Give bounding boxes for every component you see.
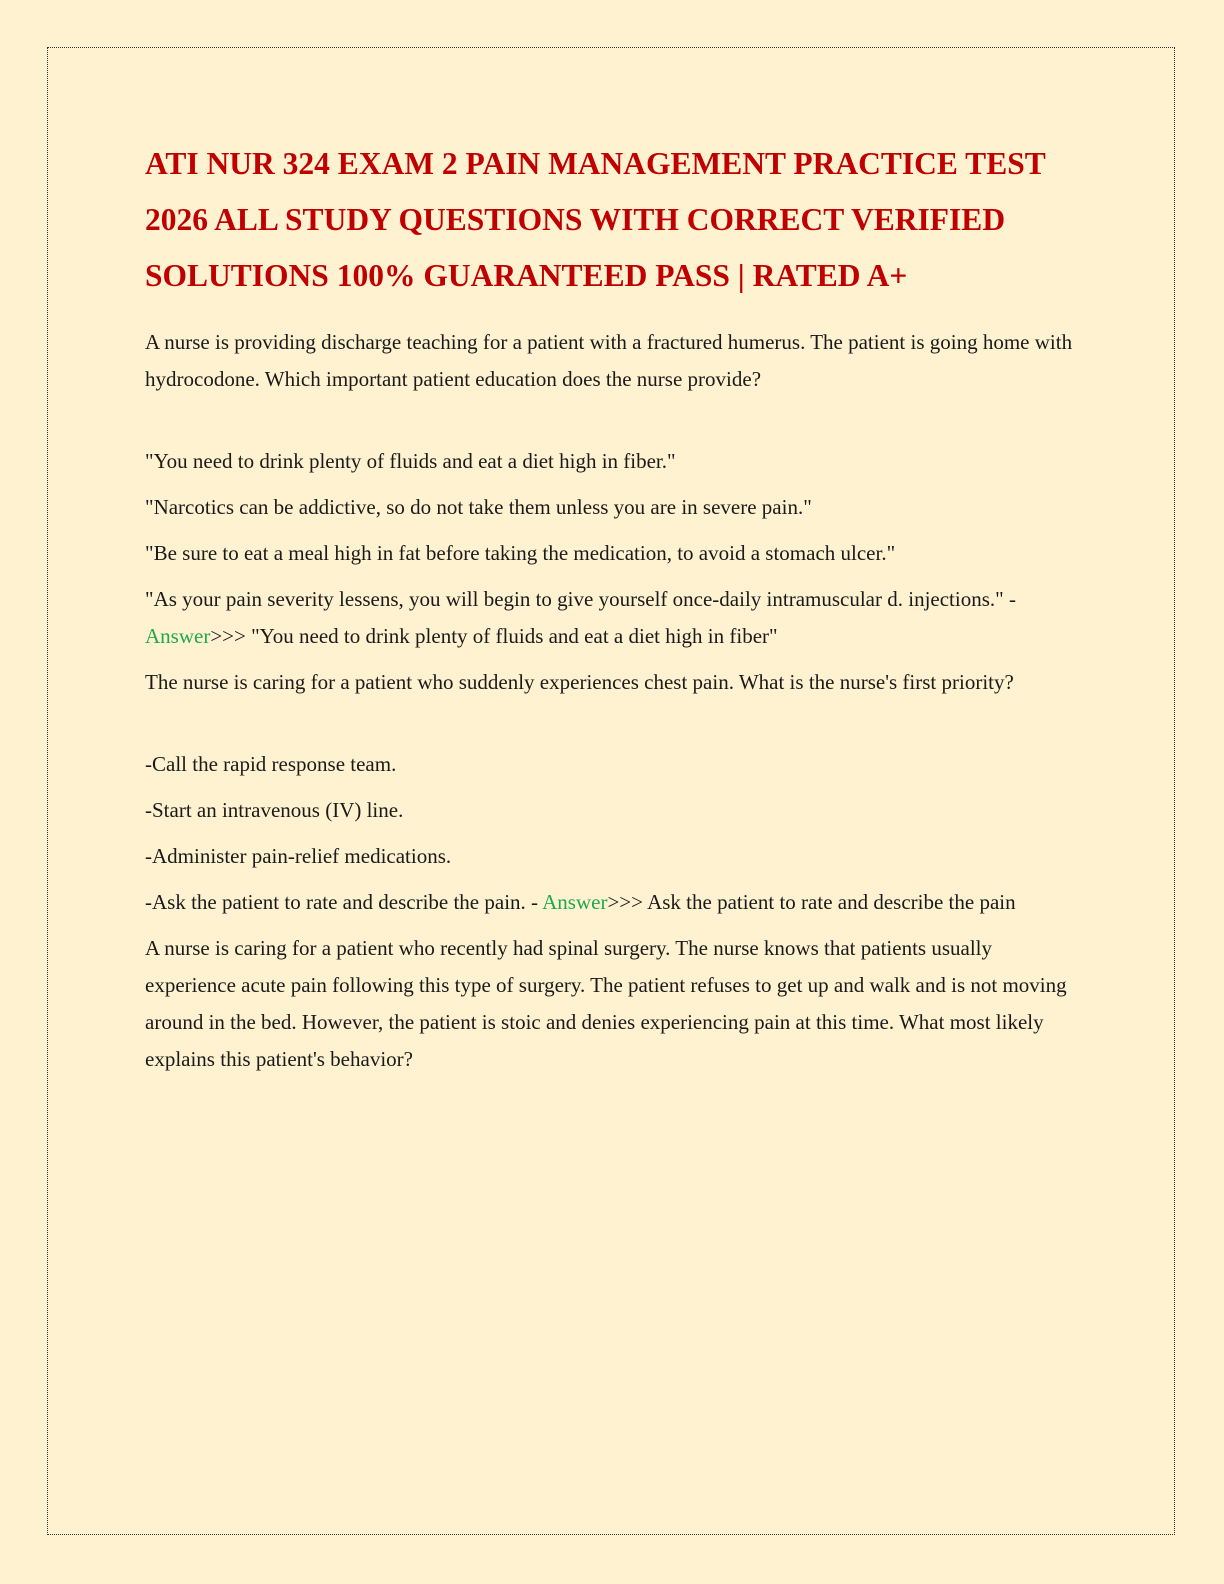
q1-option-1: "You need to drink plenty of fluids and eat a diet high in fiber." [145, 449, 676, 473]
q2-option-1: -Call the rapid response team. [145, 752, 397, 776]
question-1: A nurse is providing discharge teaching for a patient with a fractured humerus. The patient is going home with hydrocodone. Which important patient education does the nurse provide? [145, 330, 1073, 391]
question-3: A nurse is caring for a patient who recently had spinal surgery. The nurse knows that patients usually experience acute pain following this type of surgery. The patient refuses to get up and walk and is not moving around in the bed. However, the patient is stoic and denies experiencing pain at this time. What most likely explains this patient's behavior? [145, 936, 1067, 1071]
q2-option-3: -Administer pain-relief medications. [145, 844, 452, 868]
q1-option-3: "Be sure to eat a meal high in fat before taking the medication, to avoid a stomach ulcer." [145, 541, 896, 565]
q1-option-2: "Narcotics can be addictive, so do not take them unless you are in severe pain." [145, 495, 812, 519]
q2-answer: >>> Ask the patient to rate and describe the pain [607, 890, 1016, 914]
q1-answer: >>> "You need to drink plenty of fluids and eat a diet high in fiber" [210, 624, 778, 648]
q2-option-4: -Ask the patient to rate and describe the pain. - [145, 890, 543, 914]
document-body [145, 136, 1075, 1078]
q2-option-2: -Start an intravenous (IV) line. [145, 798, 404, 822]
q2-option-4-with-answer [145, 884, 1075, 921]
q1-option-4: "As your pain severity lessens, you will begin to give yourself once-daily intramuscular d. injections." - [145, 587, 1016, 611]
question-2: The nurse is caring for a patient who suddenly experiences chest pain. What is the nurse's first priority? [145, 670, 1014, 694]
answer-label: Answer [145, 624, 211, 648]
answer-label: Answer [542, 890, 608, 914]
q1-option-4-with-answer [145, 581, 1075, 655]
document-title: ATI NUR 324 EXAM 2 PAIN MANAGEMENT PRACTICE TEST 2026 ALL STUDY QUESTIONS WITH CORRECT VERIFIED SOLUTIONS 100% GUARANTEED PASS | RATED A+ [145, 146, 1046, 293]
